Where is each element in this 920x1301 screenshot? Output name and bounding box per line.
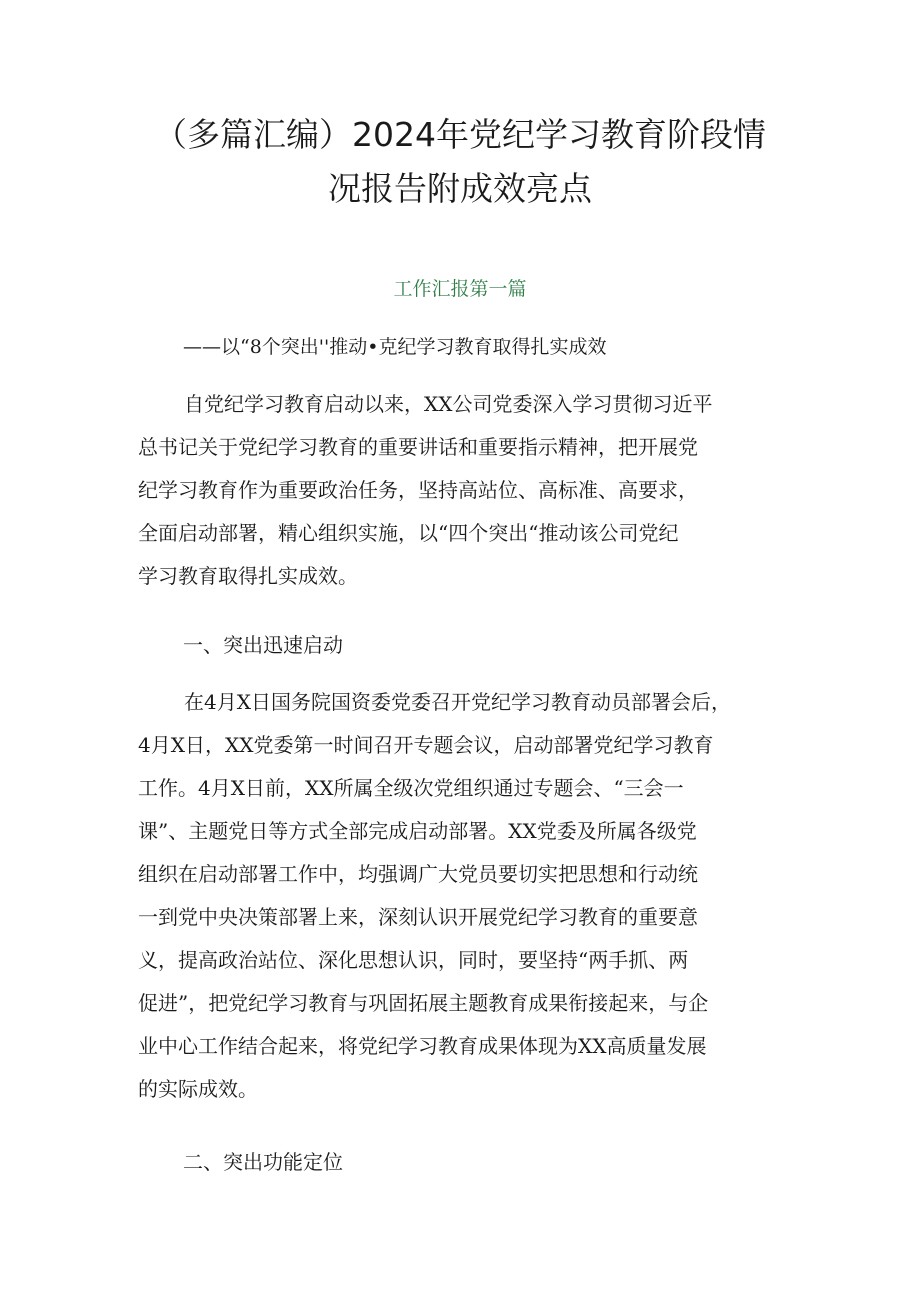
document-title-line: 况报告附成效亮点 <box>328 169 592 208</box>
paragraph-line: 义，提高政治站位、深化思想认识，同时，要坚持“两手抓、两 <box>138 948 689 972</box>
paragraph-line: 在4月X日国务院国资委党委召开党纪学习教育动员部署会后， <box>184 690 731 714</box>
document-title <box>110 108 810 216</box>
section-heading-2: 二、突出功能定位 <box>183 1150 343 1174</box>
section-title: 工作汇报第一篇 <box>393 278 527 300</box>
paragraph-line: 业中心工作结合起来，将党纪学习教育成果体现为XX高质量发展 <box>138 1034 707 1058</box>
paragraph-line: 纪学习教育作为重要政治任务，坚持高站位、高标准、高要求， <box>138 478 698 502</box>
paragraph-line: 4月X日，XX党委第一时间召开专题会议，启动部署党纪学习教育 <box>138 733 714 757</box>
paragraph-line: 课”、主题党日等方式全部完成启动部署。XX党委及所属各级党 <box>138 819 697 843</box>
section-heading-1: 一、突出迅速启动 <box>183 633 343 657</box>
paragraph-line: 学习教育取得扎实成效。 <box>138 564 358 588</box>
paragraph-line: 工作。4月X日前，XX所属全级次党组织通过专题会、“三会一 <box>138 776 684 800</box>
paragraph-line: 组织在启动部署工作中，均强调广大党员要切实把思想和行动统 <box>138 862 698 886</box>
intro-paragraph <box>138 383 798 598</box>
section1-paragraph <box>138 681 798 1111</box>
paragraph-line: 自党纪学习教育启动以来，XX公司党委深入学习贯彻习近平 <box>184 392 713 416</box>
paragraph-line: 全面启动部署，精心组织实施，以“四个突出“推动该公司党纪 <box>138 521 679 545</box>
document-title-line: （多篇汇编）2024年党纪学习教育阶段情 <box>154 115 766 154</box>
paragraph-line: 总书记关于党纪学习教育的重要讲话和重要指示精神，把开展党 <box>138 435 698 459</box>
paragraph-line: 一到党中央决策部署上来，深刻认识开展党纪学习教育的重要意 <box>138 905 698 929</box>
paragraph-line: 的实际成效。 <box>138 1077 258 1101</box>
subtitle: ——以“8个突出''推动•克纪学习教育取得扎实成效 <box>183 336 607 358</box>
paragraph-line: 促进”，把党纪学习教育与巩固拓展主题教育成果衔接起来，与企 <box>138 991 709 1015</box>
